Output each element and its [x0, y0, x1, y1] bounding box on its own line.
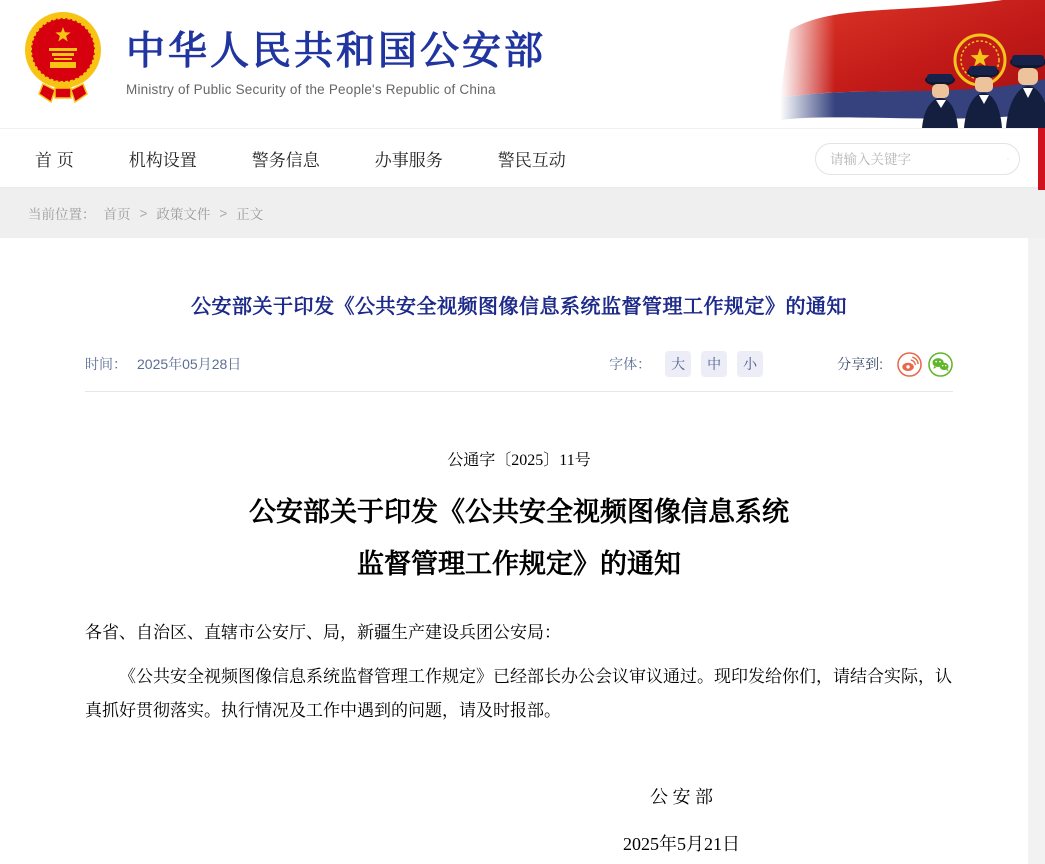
- main-nav: [0, 128, 1045, 188]
- document-title-line2: 监督管理工作规定》的通知: [357, 549, 681, 579]
- site-header: [0, 0, 1045, 128]
- signature-date: 2025年5月21日: [623, 834, 740, 854]
- document-number: 公通字〔2025〕11号: [447, 452, 591, 469]
- share-label: 分享到:: [837, 356, 883, 372]
- wechat-share-icon[interactable]: [928, 352, 953, 377]
- font-size-small-button[interactable]: 小: [737, 351, 763, 377]
- breadcrumb-current: 正文: [236, 207, 264, 222]
- font-size-medium-button[interactable]: 中: [701, 351, 727, 377]
- time-label: 时间：: [85, 356, 127, 372]
- police-banner-image: [780, 0, 1045, 128]
- nav-item-organization[interactable]: 机构设置: [128, 150, 197, 170]
- nav-item-interaction[interactable]: 警民互动: [497, 150, 566, 170]
- search-box[interactable]: [815, 143, 1020, 175]
- article-card: [0, 238, 1028, 864]
- signature-block: [623, 780, 740, 861]
- nav-item-police-info[interactable]: 警务信息: [251, 150, 320, 170]
- document-paragraph: 《公共安全视频图像信息系统监督管理工作规定》已经部长办公会议审议通过。现印发给你们，请结合实际，认真抓好贯彻落实。执行情况及工作中遇到的问题，请及时报部。: [85, 667, 952, 720]
- site-title: 中华人民共和国公安部: [126, 29, 547, 73]
- search-icon[interactable]: [1007, 150, 1009, 168]
- breadcrumb-separator: >: [219, 205, 228, 221]
- font-size-label: 字体：: [609, 356, 652, 372]
- document-title: [85, 486, 953, 590]
- site-logo-group[interactable]: [22, 10, 546, 106]
- article-meta-bar: [85, 351, 953, 392]
- signature-issuer: 公 安 部: [650, 787, 713, 807]
- breadcrumb-policy-link[interactable]: 政策文件: [156, 207, 211, 222]
- site-subtitle: Ministry of Public Security of the People's Republic of China: [126, 81, 496, 97]
- breadcrumb-home-link[interactable]: 首页: [103, 207, 131, 222]
- breadcrumb-separator: >: [139, 205, 148, 221]
- page-title: 公安部关于印发《公共安全视频图像信息系统监督管理工作规定》的通知: [191, 296, 847, 318]
- nav-red-accent: [1038, 128, 1045, 190]
- document-body: [85, 447, 953, 861]
- font-size-large-button[interactable]: 大: [665, 351, 691, 377]
- document-salutation: 各省、自治区、直辖市公安厅、局，新疆生产建设兵团公安局：: [85, 623, 561, 642]
- breadcrumb: [0, 188, 1045, 238]
- national-emblem-icon: [22, 10, 104, 106]
- weibo-share-icon[interactable]: [897, 352, 922, 377]
- time-value: 2025年05月28日: [137, 356, 242, 372]
- document-title-line1: 公安部关于印发《公共安全视频图像信息系统: [249, 497, 789, 527]
- breadcrumb-label: 当前位置：: [28, 207, 96, 222]
- nav-item-home[interactable]: 首 页: [35, 150, 74, 170]
- search-input[interactable]: [830, 152, 1007, 167]
- nav-item-services[interactable]: 办事服务: [374, 150, 443, 170]
- main-area: [0, 238, 1045, 864]
